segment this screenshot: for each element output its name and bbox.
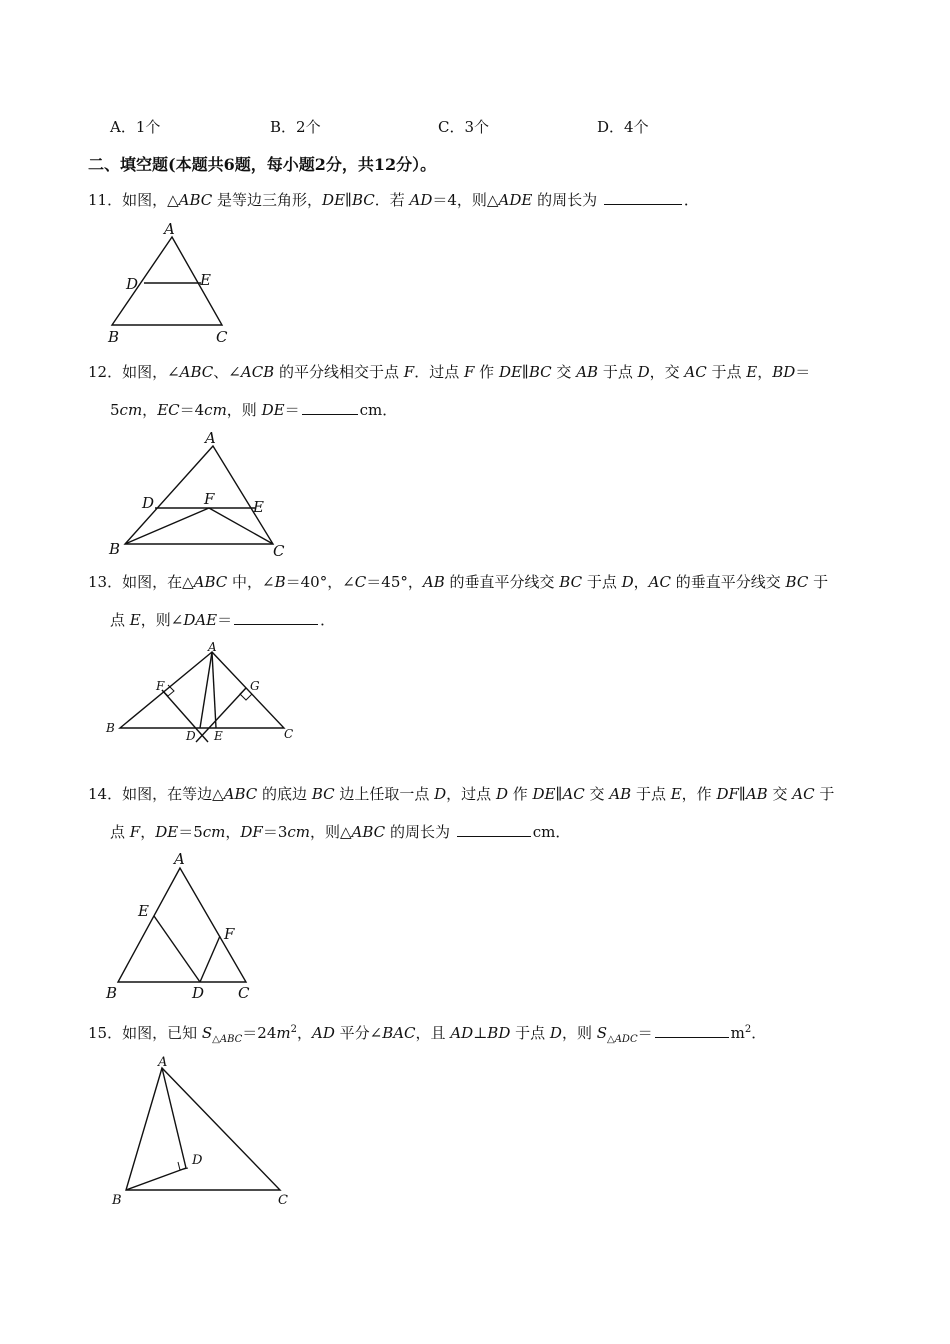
- option-a: A．1个: [110, 118, 161, 136]
- fig12-label-c: C: [273, 542, 285, 560]
- fig12-label-b: B: [109, 540, 121, 558]
- fig13-label-a: A: [208, 640, 217, 654]
- fig13-label-f: F: [156, 679, 165, 693]
- fig14-label-e: E: [138, 902, 149, 920]
- question-12-line2: 5cm，EC＝4cm，则 DE＝ cm．: [110, 401, 398, 419]
- figure-13: [104, 640, 304, 750]
- fig11-label-c: C: [216, 328, 228, 346]
- fig14-label-f: F: [224, 925, 235, 943]
- answer-blank-11[interactable]: [604, 190, 682, 205]
- question-14-line1: 14．如图，在等边△ABC 的底边 BC 边上任取一点 D，过点 D 作 DE∥AC 交 AB 于点 E，作 DF∥AB 交 AC 于: [88, 785, 835, 803]
- fig14-label-c: C: [238, 984, 250, 1002]
- question-13-line2: 点 E，则∠DAE＝ ．: [110, 611, 336, 629]
- figure-12: [105, 429, 295, 560]
- question-14-line2: 点 F，DE＝5cm，DF＝3cm，则△ABC 的周长为 cm．: [110, 823, 571, 841]
- figure-11: [100, 220, 240, 346]
- fig11-label-b: B: [108, 328, 120, 346]
- answer-blank-13[interactable]: [234, 610, 318, 625]
- fig15-label-b: B: [112, 1193, 122, 1208]
- answer-blank-15[interactable]: [655, 1023, 729, 1038]
- section-heading: 二、填空题(本题共6题，每小题2分，共12分）。: [88, 155, 437, 174]
- fig13-label-g: G: [250, 679, 260, 693]
- fig12-label-e: E: [253, 498, 264, 516]
- question-15: 15．如图，已知 $S_{\triangle ABC}=24m^2$，AD 平分∠BAC，且 AD⊥BD 于点 D，则 $S_{\triangle ADC}= m^2$．: [88, 1024, 767, 1045]
- question-13-line1: 13．如图，在△ABC 中，∠B＝40°，∠C＝45°，AB 的垂直平分线交 BC 于点 D，AC 的垂直平分线交 BC 于: [88, 573, 829, 591]
- fig13-label-b: B: [106, 721, 115, 735]
- fig12-label-f: F: [204, 490, 215, 508]
- fig12-label-d: D: [142, 494, 155, 512]
- fig13-label-e: E: [214, 729, 223, 743]
- fig14-label-d: D: [192, 984, 205, 1002]
- answer-blank-14[interactable]: [457, 822, 531, 837]
- question-12-line1: 12．如图，∠ABC、∠ACB 的平分线相交于点 F．过点 F 作 DE∥BC 交 AB 于点 D，交 AC 于点 E，BD＝: [88, 363, 811, 381]
- fig11-label-d: D: [126, 275, 139, 293]
- option-c: C．3个: [438, 118, 490, 136]
- fig13-label-c: C: [284, 727, 294, 741]
- fig11-label-a: A: [164, 220, 175, 238]
- answer-blank-12[interactable]: [302, 400, 358, 415]
- fig14-label-b: B: [106, 984, 118, 1002]
- figure-14: [104, 850, 264, 1000]
- fig15-label-d: D: [192, 1153, 203, 1168]
- figure-15: [104, 1052, 304, 1212]
- fig15-label-c: C: [278, 1193, 288, 1208]
- fig14-label-a: A: [174, 850, 185, 868]
- fig12-label-a: A: [205, 429, 216, 447]
- question-11: 11．如图，△ABC 是等边三角形，DE∥BC．若 AD＝4，则△ADE 的周长为 ．: [88, 191, 699, 209]
- fig15-label-a: A: [158, 1055, 168, 1070]
- fig11-label-e: E: [200, 271, 211, 289]
- option-d: D．4个: [597, 118, 649, 136]
- option-b: B．2个: [270, 118, 321, 136]
- fig13-label-d: D: [186, 729, 196, 743]
